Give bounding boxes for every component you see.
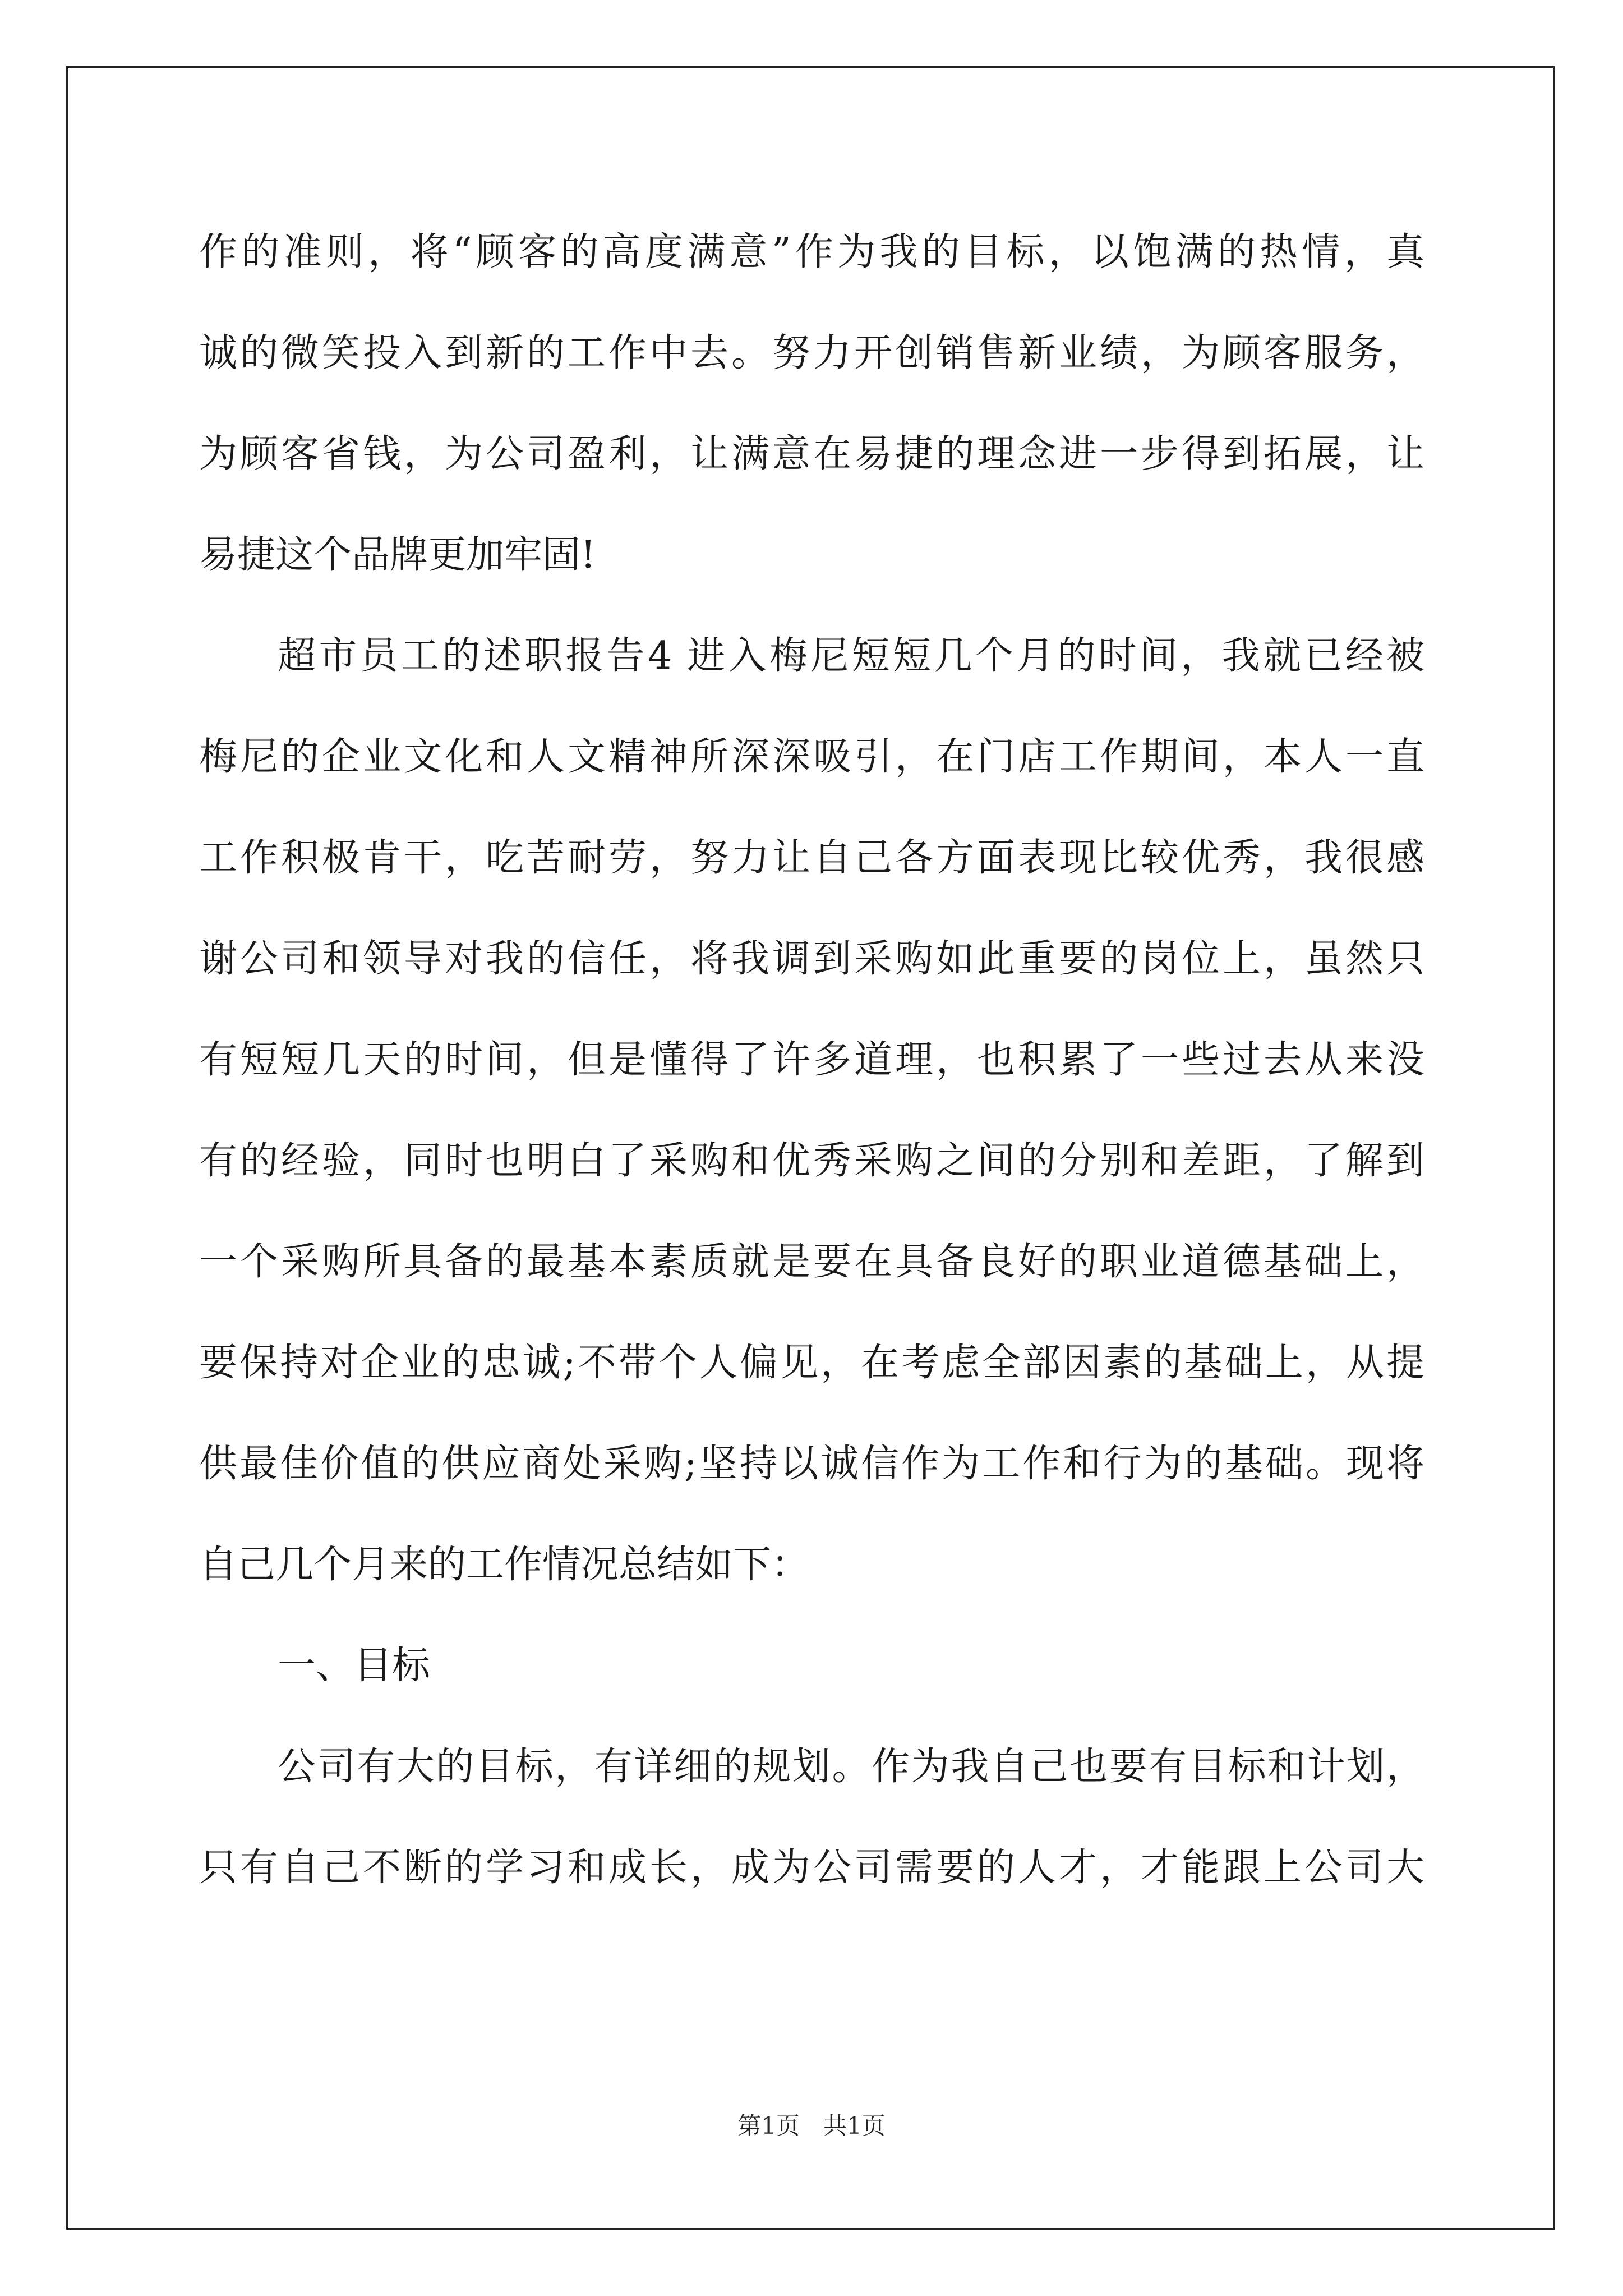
- text-line: 超市员工的述职报告4 进入梅尼短短几个月的时间，我就已经被: [278, 634, 1424, 678]
- text-line: 梅尼的企业文化和人文精神所深深吸引，在门店工作期间，本人一直: [199, 735, 1424, 779]
- text-line: 有的经验，同时也明白了采购和优秀采购之间的分别和差距，了解到: [199, 1139, 1424, 1183]
- text-line: 为顾客省钱，为公司盈利，让满意在易捷的理念进一步得到拓展，让: [199, 432, 1424, 476]
- text-line: 一个采购所具备的最基本素质就是要在具备良好的职业道德基础上，: [199, 1240, 1424, 1284]
- text-line: 作的准则，将“顾客的高度满意”作为我的目标，以饱满的热情，真: [199, 230, 1424, 274]
- page-footer: 第1页 共1页: [737, 2112, 886, 2139]
- text-line: 要保持对企业的忠诚;不带个人偏见，在考虑全部因素的基础上，从提: [199, 1341, 1424, 1385]
- text-line: 谢公司和领导对我的信任，将我调到采购如此重要的岗位上，虽然只: [199, 937, 1424, 981]
- text-line: 有短短几天的时间，但是懂得了许多道理，也积累了一些过去从来没: [199, 1038, 1424, 1082]
- text-line: 供最佳价值的供应商处采购;坚持以诚信作为工作和行为的基础。现将: [199, 1442, 1424, 1486]
- document-body: [199, 213, 1424, 1930]
- section-heading: 一、目标: [278, 1644, 431, 1688]
- text-line: 易捷这个品牌更加牢固!: [199, 533, 596, 577]
- text-line: 诚的微笑投入到新的工作中去。努力开创销售新业绩，为顾客服务，: [199, 331, 1424, 375]
- text-line: 工作积极肯干，吃苦耐劳，努力让自己各方面表现比较优秀，我很感: [199, 836, 1424, 880]
- text-line: 只有自己不断的学习和成长，成为公司需要的人才，才能跟上公司大: [199, 1846, 1424, 1890]
- text-line: 自己几个月来的工作情况总结如下：: [199, 1543, 810, 1587]
- text-line: 公司有大的目标，有详细的规划。作为我自己也要有目标和计划，: [278, 1745, 1424, 1789]
